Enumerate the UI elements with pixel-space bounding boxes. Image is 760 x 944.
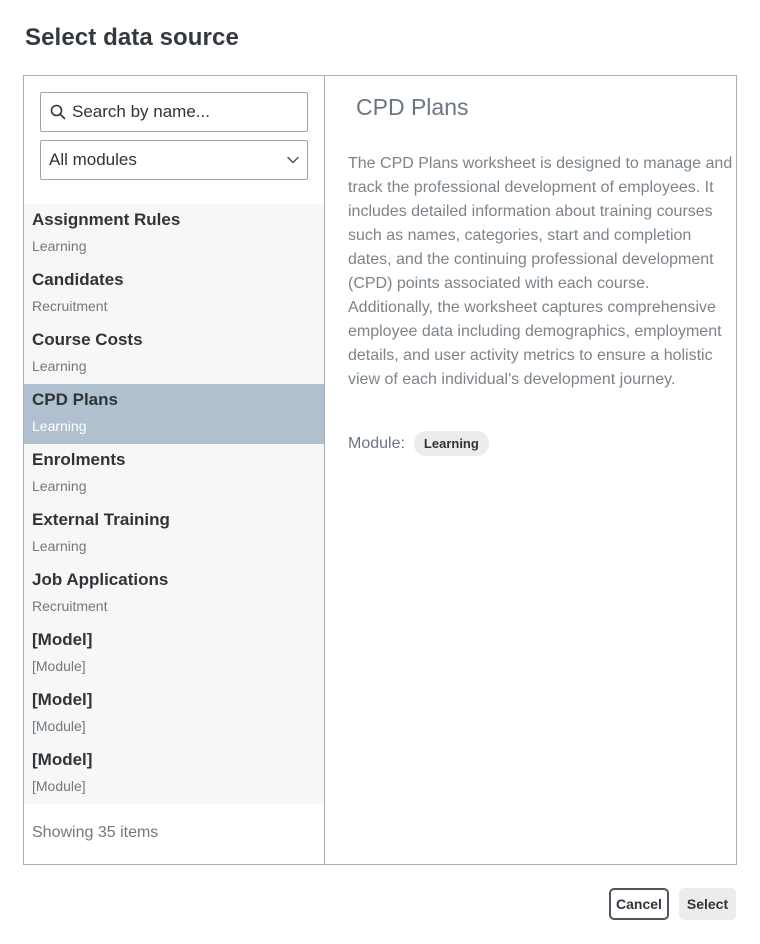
module-filter-select[interactable] — [40, 140, 308, 180]
list-item-module: [Module] — [32, 778, 86, 794]
list-item-module: [Module] — [32, 718, 86, 734]
list-item-name: External Training — [32, 510, 170, 529]
list-item-name: Enrolments — [32, 450, 126, 469]
list-item-module: Learning — [32, 418, 87, 434]
list-item[interactable] — [24, 204, 324, 264]
detail-module-row — [348, 431, 489, 456]
list-item-name: Candidates — [32, 270, 124, 289]
list-item[interactable] — [24, 624, 324, 684]
data-source-panel — [23, 75, 737, 865]
detail-pane — [325, 76, 736, 864]
list-item-module: Learning — [32, 478, 87, 494]
list-item[interactable] — [24, 444, 324, 504]
detail-title: CPD Plans — [356, 94, 469, 120]
list-item-name: [Model] — [32, 690, 93, 709]
list-item[interactable] — [24, 744, 324, 804]
search-icon — [50, 104, 66, 120]
list-item[interactable] — [24, 504, 324, 564]
list-item-selected[interactable] — [24, 384, 324, 444]
detail-description: The CPD Plans worksheet is designed to manage and track the professional development of employees. It includes detailed information about training courses such as names, categories, start and completion dates, and the continuing professional development (CPD) points associated with each course. Additionally, the worksheet captures comprehensive employee data including demographics, employment details, and user activity metrics to ensure a holistic view of each individual's development journey. — [348, 155, 733, 388]
list-item-module: [Module] — [32, 658, 86, 674]
module-filter-value: All modules — [49, 150, 137, 169]
list-item-name: Course Costs — [32, 330, 143, 349]
select-button[interactable]: Select — [679, 888, 736, 920]
cancel-button[interactable]: Cancel — [609, 888, 669, 920]
list-item-name: CPD Plans — [32, 390, 118, 409]
source-list — [24, 204, 324, 804]
list-item[interactable] — [24, 324, 324, 384]
list-item-name: Job Applications — [32, 570, 169, 589]
module-badge: Learning — [414, 431, 489, 456]
list-item-module: Learning — [32, 358, 87, 374]
dialog-title: Select data source — [25, 24, 239, 51]
search-box[interactable] — [40, 92, 308, 132]
list-item-module: Recruitment — [32, 298, 108, 314]
item-count: Showing 35 items — [32, 824, 159, 841]
search-input[interactable] — [72, 97, 292, 127]
detail-module-label: Module: — [348, 434, 405, 452]
list-item[interactable] — [24, 564, 324, 624]
list-item-module: Recruitment — [32, 598, 108, 614]
list-item-name: [Model] — [32, 630, 93, 649]
chevron-down-icon — [286, 153, 300, 167]
list-item-module: Learning — [32, 238, 87, 254]
list-item-name: Assignment Rules — [32, 210, 181, 229]
list-item-name: [Model] — [32, 750, 93, 769]
list-item[interactable] — [24, 684, 324, 744]
list-item[interactable] — [24, 264, 324, 324]
source-list-pane — [24, 76, 325, 864]
list-item-module: Learning — [32, 538, 87, 554]
